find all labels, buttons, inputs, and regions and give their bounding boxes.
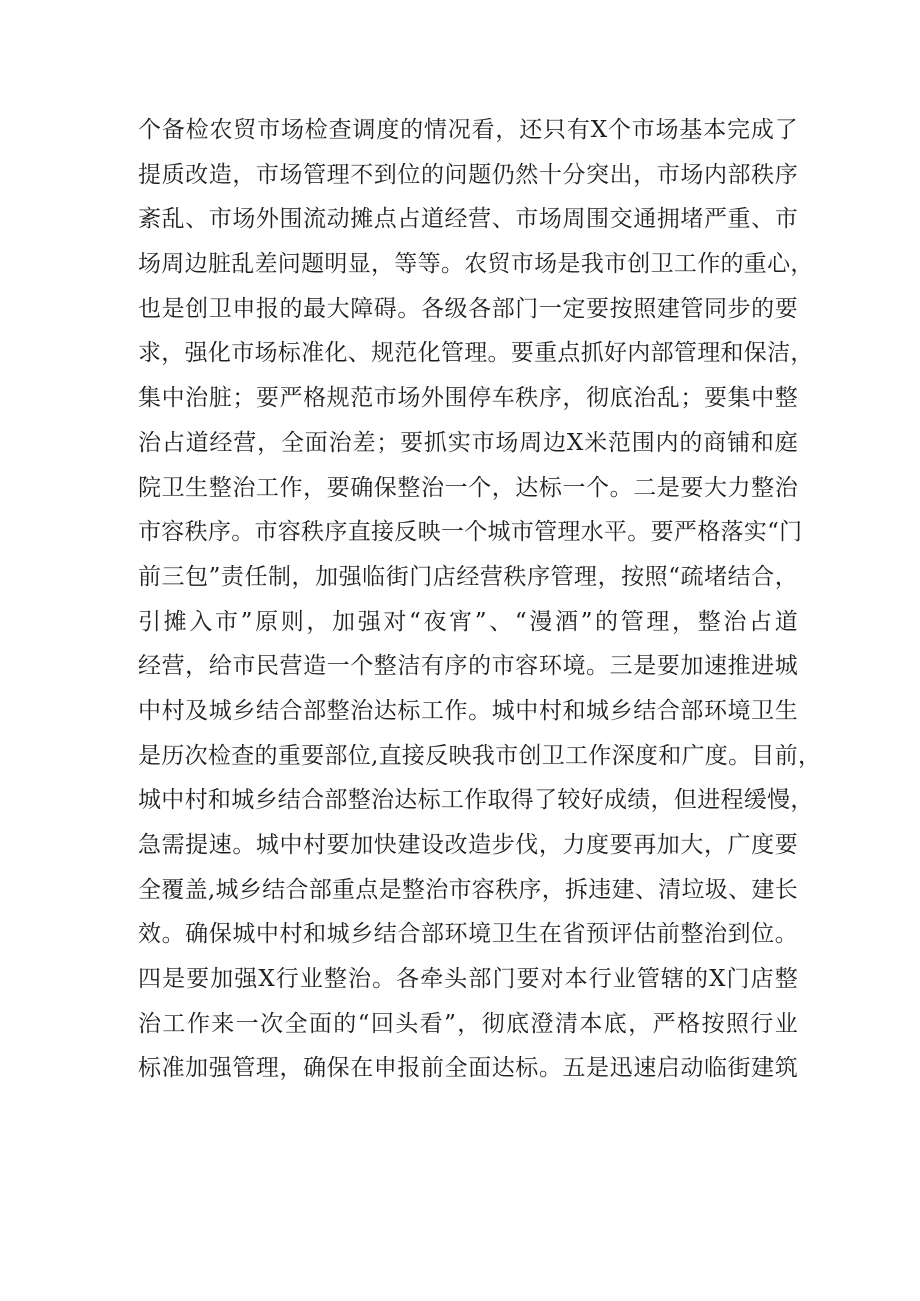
text-line: 效。确保城中村和城乡结合部环境卫生在省预评估前整治到位。 [138,921,798,948]
text-line: 紊乱、市场外围流动摊点占道经营、市场周围交通拥堵严重、市 [138,206,798,233]
text-line: 个备检农贸市场检查调度的情况看，还只有X个市场基本完成了 [138,117,798,143]
text-line: 场周边脏乱差问题明显，等等。农贸市场是我市创卫工作的重心， [138,251,814,278]
text-line: 四是要加强X行业整治。各牵头部门要对本行业管辖的X门店整 [138,966,798,993]
text-line: 急需提速。城中村要加快建设改造步伐，力度要再加大，广度要 [138,832,798,858]
text-line: 治工作来一次全面的“回头看”，彻底澄清本底，严格按照行业 [138,1010,798,1037]
document-body [138,108,822,1091]
text-line: 经营，给市民营造一个整洁有序的市容环境。三是要加速推进城 [138,653,798,680]
text-line: 求，强化市场标准化、规范化管理。要重点抓好内部管理和保洁， [138,340,814,367]
text-line: 标准加强管理，确保在申报前全面达标。五是迅速启动临街建筑 [138,1055,798,1082]
text-line: 城中村和城乡结合部整治达标工作取得了较好成绩，但进程缓慢， [138,787,814,814]
text-line: 院卫生整治工作，要确保整治一个，达标一个。二是要大力整治 [138,474,798,501]
text-line: 市容秩序。市容秩序直接反映一个城市管理水平。要严格落实“门 [138,519,803,546]
text-line: 也是创卫申报的最大障碍。各级各部门一定要按照建管同步的要 [138,295,798,322]
text-line: 前三包”责任制，加强临街门店经营秩序管理，按照“疏堵结合， [138,563,798,590]
text-line: 治占道经营，全面治差；要抓实市场周边X米范围内的商铺和庭 [138,429,798,456]
text-line: 集中治脏；要严格规范市场外围停车秩序，彻底治乱；要集中整 [138,385,798,412]
text-line: 中村及城乡结合部整治达标工作。城中村和城乡结合部环境卫生 [138,697,798,724]
text-line: 引摊入市”原则，加强对“夜宵”、“漫酒”的管理，整治占道 [138,608,798,635]
text-line: 提质改造，市场管理不到位的问题仍然十分突出，市场内部秩序 [138,161,798,188]
text-line: 全覆盖,城乡结合部重点是整治市容秩序，拆违建、清垃圾、建长 [138,876,799,903]
text-line: 是历次检查的重要部位,直接反映我市创卫工作深度和广度。目前， [138,742,822,769]
